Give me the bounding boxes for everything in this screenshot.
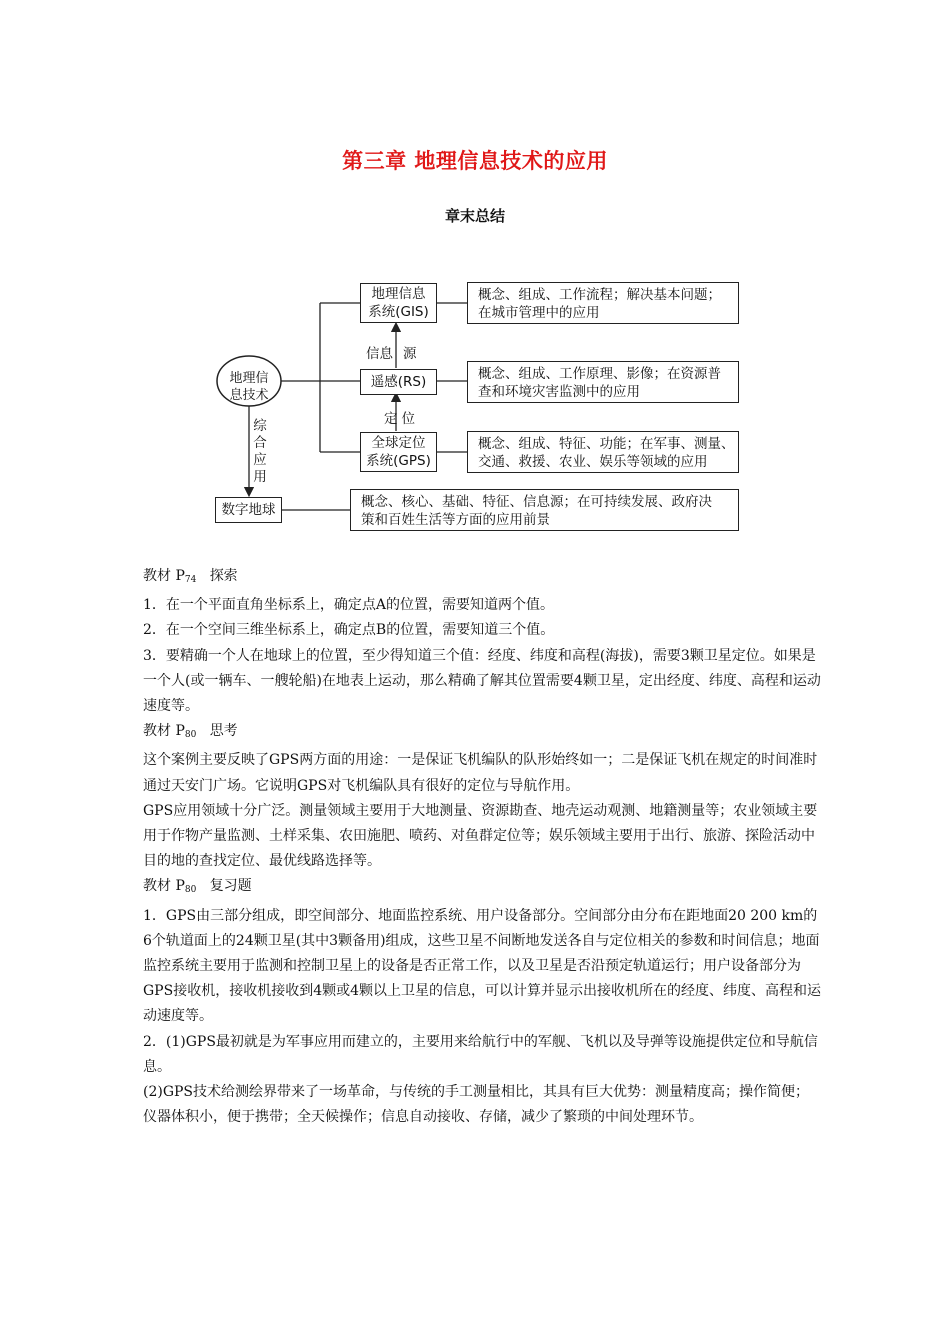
gps-label-line2: 系统(GPS) (366, 453, 431, 469)
section-heading-textbook-p74 (143, 564, 823, 593)
rs-desc-line2: 查和环境灾害监测中的应用 (478, 384, 640, 400)
gps-description (467, 431, 739, 473)
positioning-label: 定位 (384, 411, 419, 427)
gis-label-line1: 地理信息 (371, 286, 426, 302)
heading-prefix: 教材 P (143, 723, 185, 740)
heading-prefix: 教材 P (143, 568, 185, 584)
info-label: 信息 (366, 346, 393, 362)
vertical-char: 合 (253, 435, 267, 451)
section-heading-textbook-p80-think (143, 719, 823, 748)
gis-description (467, 282, 739, 324)
concept-map-connectors (0, 0, 950, 560)
heading-prefix: 教材 P (143, 878, 185, 895)
page-subscript: 74 (184, 575, 197, 585)
rs-desc-line1: 概念、组成、工作原理、影像；在资源普 (478, 366, 721, 382)
paragraph: 2．(1)GPS最初就是为军事应用而建立的，主要用来给航行中的军舰、飞机以及导弹等设施提供定位和导航信息。 (143, 1033, 818, 1075)
digital-earth-description (350, 489, 739, 531)
heading-name: 探索 (209, 568, 238, 584)
paragraph: 3．要精确一个人在地球上的位置，至少得知道三个值：经度、纬度和高程(海拔)，需要3颗卫星定位。如果是一个人(或一辆车、一艘轮船)在地表上运动，那么精确了解其位置需要4颗卫星，定出经度、纬度、高程和运动速度等。 (143, 647, 821, 715)
integrated-application-label (252, 418, 268, 486)
rs-description (467, 361, 739, 403)
paragraph: (2)GPS技术给测绘界带来了一场革命，与传统的手工测量相比，其具有巨大优势：测量精度高；操作简便；仪器体积小，便于携带；全天候操作；信息自动接收、存储，减少了繁琐的中间处理环节。 (143, 1084, 810, 1126)
chapter-title: 第三章 地理信息技术的应用 (342, 149, 608, 173)
digital-earth-node: 数字地球 (215, 497, 282, 523)
vertical-char: 应 (253, 452, 267, 468)
gps-label-line1: 全球定位 (371, 435, 426, 451)
source-label: 源 (403, 346, 417, 362)
gis-desc-line2: 在城市管理中的应用 (478, 305, 600, 321)
rs-node: 遥感(RS) (360, 369, 437, 395)
paragraph: GPS应用领域十分广泛。测量领域主要用于大地测量、资源勘查、地壳运动观测、地籍测量等；农业领域主要用于作物产量监测、土样采集、农田施肥、喷药、对鱼群定位等；娱乐领域主要用于出行、旅游、探险活动中目的地的查找定位、最优线路选择等。 (143, 802, 818, 870)
section-heading-textbook-p80-review (143, 874, 823, 903)
center-node-label (222, 370, 276, 404)
gis-label-line2: 系统(GIS) (368, 304, 429, 320)
page-subscript: 80 (184, 885, 197, 896)
gps-node (360, 432, 437, 472)
gis-desc-line1: 概念、组成、工作流程；解决基本问题； (478, 287, 721, 303)
vertical-char: 用 (253, 469, 267, 485)
document-body (143, 564, 823, 1130)
vertical-char: 综 (253, 418, 267, 434)
paragraph: 这个案例主要反映了GPS两方面的用途：一是保证飞机编队的队形始终如一；二是保证飞机在规定的时间准时通过天安门广场。它说明GPS对飞机编队具有很好的定位与导航作用。 (143, 752, 818, 794)
de-desc-line1: 概念、核心、基础、特征、信息源；在可持续发展、政府决 (361, 494, 712, 510)
page-subscript: 80 (184, 730, 197, 741)
gps-desc-line2: 交通、救援、农业、娱乐等领域的应用 (478, 454, 708, 470)
center-label-line1: 地理信 (229, 371, 269, 386)
heading-name: 复习题 (209, 878, 252, 895)
paragraph: 1．在一个平面直角坐标系上，确定点A的位置，需要知道两个值。 (143, 597, 555, 614)
paragraph: 2．在一个空间三维坐标系上，确定点B的位置，需要知道三个值。 (143, 622, 555, 639)
gps-desc-line1: 概念、组成、特征、功能；在军事、测量、 (478, 436, 735, 452)
paragraph: 1．GPS由三部分组成，即空间部分、地面监控系统、用户设备部分。空间部分由分布在距地面20 200 km的6个轨道面上的24颗卫星(其中3颗备用)组成，这些卫星不间断地发送各自与定位相关的参数和时间信息；地面监控系统主要用于监测和控制卫星上的设备是否正常工作，以及卫星是否沿预定轨道运行；用户设备部分为GPS接收机，接收机接收到4颗或4颗以上卫星的信息，可以计算并显示出接收机所在的经度、纬度、高程和运动速度等。 (143, 907, 822, 1025)
section-subtitle: 章末总结 (444, 207, 505, 225)
de-desc-line2: 策和百姓生活等方面的应用前景 (361, 512, 550, 528)
center-label-line2: 息技术 (229, 388, 269, 403)
heading-name: 思考 (209, 723, 238, 740)
gis-node (360, 283, 437, 323)
